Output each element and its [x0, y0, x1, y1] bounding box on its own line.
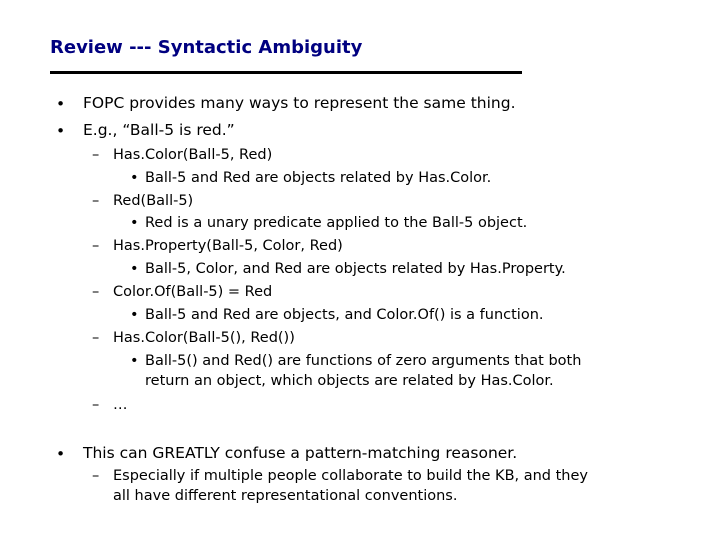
bullet-marker: •: [56, 445, 66, 463]
example-ellipsis: …: [113, 397, 128, 413]
example-note-continued: return an object, which objects are related by Has.Color.: [145, 373, 554, 389]
dash-marker: –: [92, 193, 100, 209]
example-expression: Color.Of(Ball-5) = Red: [113, 284, 273, 300]
dash-marker: –: [92, 147, 100, 163]
sub-point-text-continued: all have different representational conventions.: [113, 488, 458, 504]
example-expression: Red(Ball-5): [113, 193, 194, 209]
example-expression: Has.Property(Ball-5, Color, Red): [113, 238, 343, 254]
bullet-marker: •: [130, 307, 139, 323]
example-note: Ball-5, Color, and Red are objects related by Has.Property.: [145, 261, 566, 277]
example-note: Ball-5 and Red are objects related by Has.Color.: [145, 170, 492, 186]
bullet-marker: •: [130, 215, 139, 231]
sub-point-text: Especially if multiple people collaborate to build the KB, and they: [113, 468, 588, 484]
bullet-text: FOPC provides many ways to represent the same thing.: [83, 94, 516, 112]
bullet-marker: •: [130, 353, 139, 369]
dash-marker: –: [92, 397, 100, 413]
bullet-marker: •: [56, 122, 66, 140]
title-underline: [50, 71, 522, 74]
bullet-marker: •: [130, 170, 139, 186]
bullet-marker: •: [130, 261, 139, 277]
example-expression: Has.Color(Ball-5(), Red()): [113, 330, 295, 346]
dash-marker: –: [92, 238, 100, 254]
example-note: Red is a unary predicate applied to the Ball-5 object.: [145, 215, 528, 231]
dash-marker: –: [92, 284, 100, 300]
bullet-text: This can GREATLY confuse a pattern-matching reasoner.: [83, 444, 518, 462]
bullet-text: E.g., “Ball-5 is red.”: [83, 121, 235, 139]
example-note: Ball-5 and Red are objects, and Color.Of() is a function.: [145, 307, 544, 323]
bullet-marker: •: [56, 95, 66, 113]
dash-marker: –: [92, 468, 100, 484]
dash-marker: –: [92, 330, 100, 346]
example-expression: Has.Color(Ball-5, Red): [113, 147, 273, 163]
slide-title: Review --- Syntactic Ambiguity: [50, 37, 363, 58]
example-note: Ball-5() and Red() are functions of zero arguments that both: [145, 353, 582, 369]
